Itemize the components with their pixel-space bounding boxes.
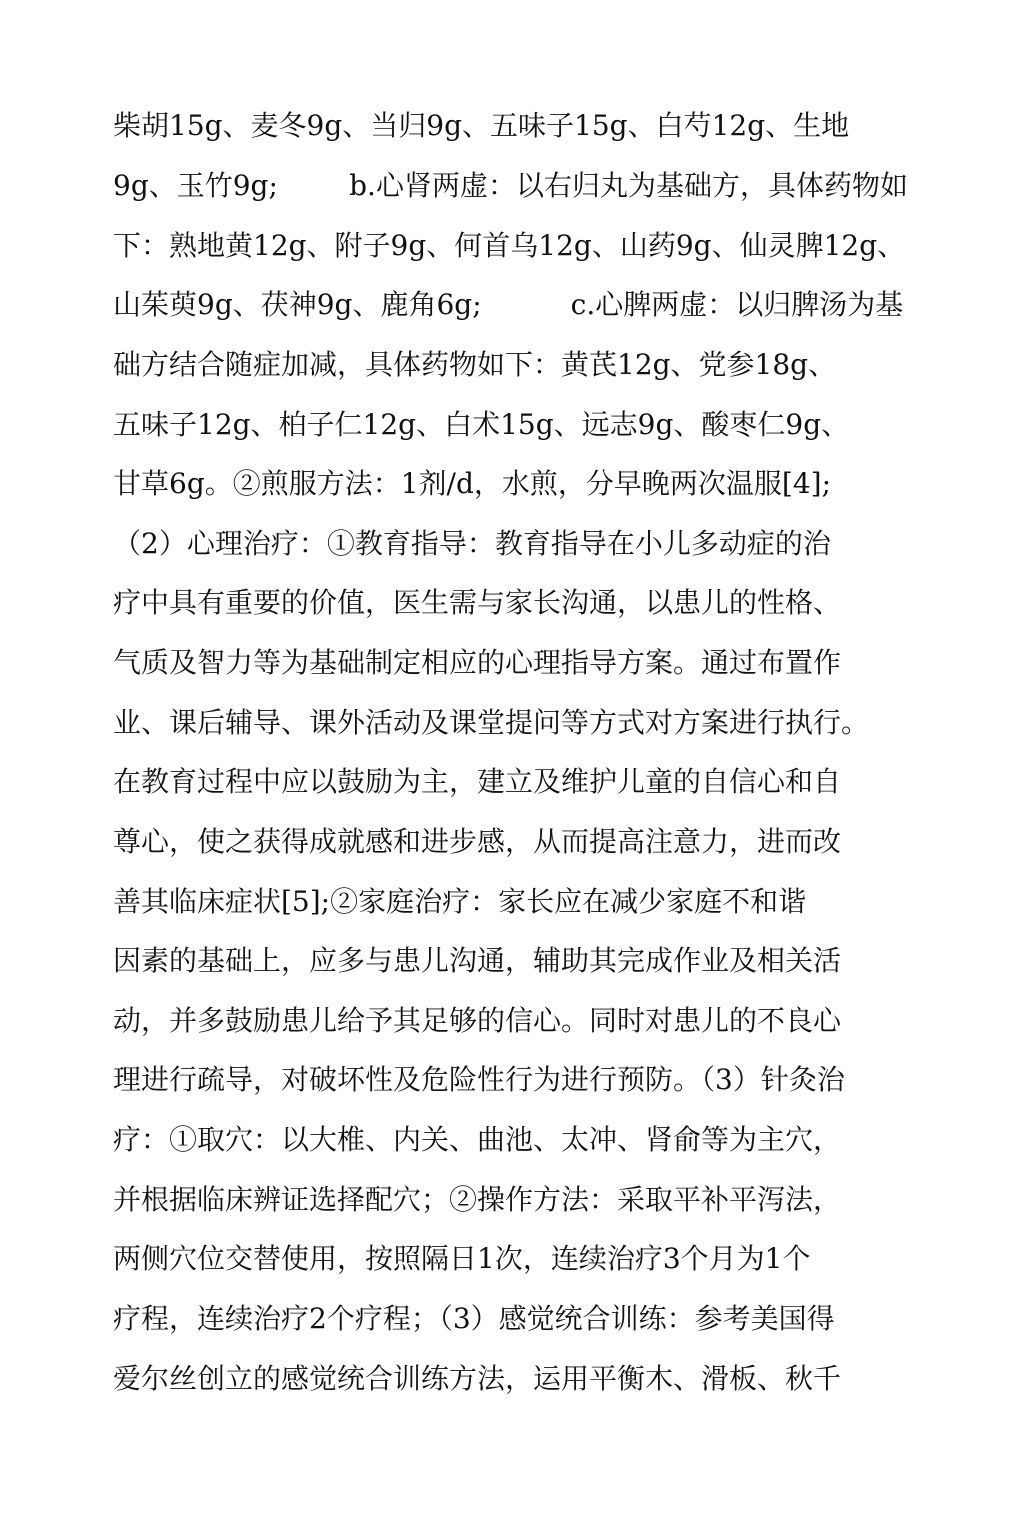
text-line-2: 9g、玉竹9g; b.心肾两虚：以右归丸为基础方，具体药物如 — [113, 169, 908, 202]
text-line-8: （2）心理治疗：①教育指导：教育指导在小儿多动症的治 — [113, 527, 831, 560]
text-line-17: 理进行疏导，对破坏性及危险性行为进行预防。（3）针灸治 — [113, 1063, 845, 1096]
text-line-1: 柴胡15g、麦冬9g、当归9g、五味子15g、白芍12g、生地 — [113, 109, 850, 142]
text-line-11: 业、课后辅导、课外活动及课堂提问等方式对方案进行执行。 — [113, 706, 870, 739]
text-line-10: 气质及智力等为基础制定相应的心理指导方案。通过布置作 — [113, 646, 842, 679]
text-line-13: 尊心，使之获得成就感和进步感，从而提高注意力，进而改 — [113, 825, 842, 858]
text-line-18: 疗：①取穴：以大椎、内关、曲池、太冲、肾俞等为主穴， — [113, 1123, 842, 1156]
text-line-15: 因素的基础上，应多与患儿沟通，辅助其完成作业及相关活 — [113, 944, 842, 977]
text-line-14: 善其临床症状[5];②家庭治疗：家长应在减少家庭不和谐 — [113, 885, 807, 918]
text-line-21: 疗程，连续治疗2个疗程；（3）感觉统合训练：参考美国得 — [113, 1302, 835, 1335]
text-line-4: 山茱萸9g、茯神9g、鹿角6g; c.心脾两虚：以归脾汤为基 — [113, 288, 904, 321]
text-line-19: 并根据临床辨证选择配穴；②操作方法：采取平补平泻法， — [113, 1183, 842, 1216]
text-line-22: 爱尔丝创立的感觉统合训练方法，运用平衡木、滑板、秋千 — [113, 1362, 842, 1395]
text-line-5: 础方结合随症加减，具体药物如下：黄芪12g、党参18g、 — [113, 348, 837, 381]
text-line-20: 两侧穴位交替使用，按照隔日1次，连续治疗3个月为1个 — [113, 1242, 811, 1275]
text-line-7: 甘草6g。②煎服方法：1剂/d，水煎，分早晚两次温服[4]; — [113, 467, 832, 500]
text-line-12: 在教育过程中应以鼓励为主，建立及维护儿童的自信心和自 — [113, 765, 842, 798]
text-line-16: 动，并多鼓励患儿给予其足够的信心。同时对患儿的不良心 — [113, 1004, 842, 1037]
text-line-6: 五味子12g、柏子仁12g、白术15g、远志9g、酸枣仁9g、 — [113, 408, 850, 441]
text-line-3: 下：熟地黄12g、附子9g、何首乌12g、山药9g、仙灵脾12g、 — [113, 229, 906, 262]
text-line-9: 疗中具有重要的价值，医生需与家长沟通，以患儿的性格、 — [113, 586, 842, 619]
